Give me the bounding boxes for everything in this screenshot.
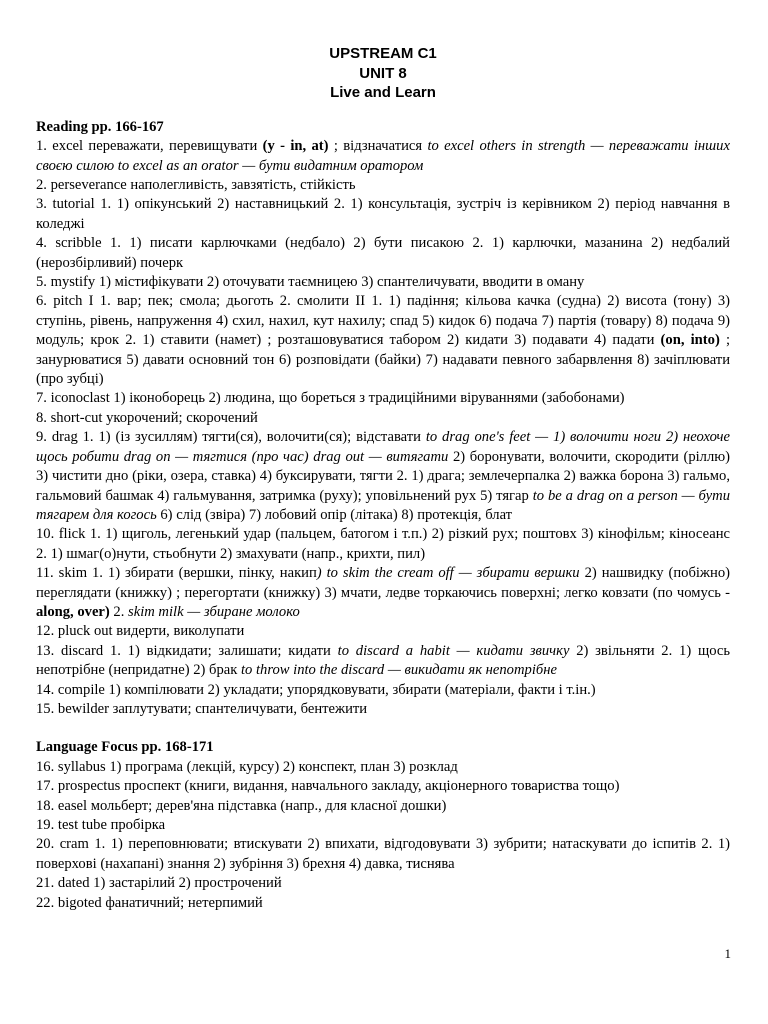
entry-example-text: skim milk — збиране молоко	[128, 603, 300, 620]
entry-text: 9. drag 1. 1) (із зусиллям) тягти(ся), волочити(ся); відставати	[36, 429, 426, 446]
glossary-entry	[36, 137, 730, 176]
entry-example-text: ) to skim the cream off — збирати вершки	[316, 565, 580, 582]
entry-text: 7. iconoclast 1) іконоборець 2) людина, що бореться з традиційними віруваннями (забобонами)	[36, 390, 625, 407]
course-title: UPSTREAM C1	[329, 45, 437, 62]
glossary-entry	[36, 894, 730, 913]
glossary-entry	[36, 816, 730, 835]
entry-bold-text: (on, into)	[660, 332, 720, 349]
entry-text: 4. scribble 1. 1) писати карлючками (недбало) 2) бути писакою 2. 1) карлючки, мазанина 2) недбалий (нерозбірливий) почерк	[36, 235, 730, 271]
glossary-entry	[36, 292, 730, 389]
glossary-entry	[36, 234, 730, 273]
entry-text: 21. dated 1) застарілий 2) прострочений	[36, 875, 282, 892]
entry-text: 3. tutorial 1. 1) опікунський 2) наставницький 2. 1) консультація, зустріч із керівником 2) період навчання в коледжі	[36, 196, 730, 232]
entry-text: 8. short-cut укорочений; скорочений	[36, 409, 258, 426]
glossary-entry	[36, 195, 730, 234]
entry-text: 17. prospectus проспект (книги, видання, навчального закладу, акціонерного товариства тощо)	[36, 778, 620, 795]
entry-text: 2.	[109, 603, 129, 620]
entry-text: ; занурюватися 5) давати основний тон 6) розповідати (байки) 7) надавати певного забарвлення 8) зачіплювати (про зубці)	[36, 332, 731, 388]
glossary-entry	[36, 273, 730, 292]
section-spacer	[36, 719, 730, 738]
entry-text: 15. bewilder заплутувати; спантеличувати, бентежити	[36, 700, 368, 717]
entry-text: 19. test tube пробірка	[36, 817, 166, 833]
glossary-entry	[36, 176, 730, 195]
entry-text: 2. perseverance наполегливість, завзятість, стійкість	[36, 177, 356, 193]
glossary-entry	[36, 428, 730, 525]
section-title-language-focus: Language Focus pp. 168-171	[36, 739, 214, 756]
entry-example-text: to be a drag on a person — бути тягарем для когось	[36, 487, 730, 523]
glossary-entry	[36, 564, 730, 622]
entry-text: 11. skim 1. 1) збирати (вершки, пінку, накип	[36, 565, 317, 582]
section-title-reading: Reading pp. 166-167	[36, 118, 164, 135]
glossary-entry	[36, 835, 730, 874]
reading-entries	[36, 137, 730, 719]
glossary-entry	[36, 700, 730, 719]
entry-text: 6) слід (звіра) 7) лобовий опір (літака) 8) протекція, блат	[156, 506, 513, 523]
entry-text: 5. mystify 1) містифікувати 2) оточувати таємницею 3) спантеличувати, вводити в оману	[36, 274, 585, 291]
entry-text: 12. pluck out видерти, виколупати	[36, 623, 245, 640]
document-page	[36, 44, 730, 913]
entry-text: 18. easel мольберт; дерев'яна підставка (напр., для класної дошки)	[36, 797, 447, 814]
glossary-entry	[36, 797, 730, 816]
entry-text: 22. bigoted фанатичний; нетерпимий	[36, 894, 263, 911]
unit-subtitle: Live and Learn	[330, 84, 436, 102]
entry-text: 13. discard 1. 1) відкидати; залишати; кидати	[36, 642, 338, 659]
glossary-entry	[36, 681, 730, 700]
unit-title: UNIT 8	[359, 64, 407, 82]
entry-example-text: to excel others in strength — переважати інших своєю силою to excel as an orator — бути видатним оратором	[36, 138, 730, 174]
entry-text: 20. cram 1. 1) переповнювати; втискувати 2) впихати, відгодовувати 3) зубрити; натаскувати до іспитів 2. 1) поверхові (нахапані) знання 2) зубріння 3) брехня 4) давка, тиснява	[36, 836, 730, 872]
glossary-entry	[36, 642, 730, 681]
entry-text: 2) звільняти 2. 1) щось непотрібне (непридатне) 2) брак	[36, 642, 731, 679]
entry-example-text: to drag one's feet — 1) волочити ноги 2) неохоче щось робити drag on — тягтися (про час) drag out — витягати	[36, 429, 730, 465]
entry-text: 1. excel переважати, перевищувати	[36, 138, 263, 155]
glossary-entry	[36, 874, 730, 893]
document-header	[36, 44, 730, 103]
glossary-entry	[36, 389, 730, 408]
page-number: 1	[724, 946, 731, 961]
entry-text: 6. pitch I 1. вар; пек; смола; дьоготь 2. смолити II 1. 1) падіння; кільова качка (судна) 2) висота (тону) 3) ступінь, рівень, напруження 4) схил, нахил, кут нахилу; спад 5) кидок 6) подача 7) партія (товару) 8) подача 9) модуль; крок 2. 1) ставити (намет) ; розташовуватися табором 2) кидати 3) подавати 4) падати	[36, 293, 730, 349]
entry-bold-text: (у - in, at)	[262, 138, 329, 155]
entry-text: 16. syllabus 1) програма (лекцій, курсу) 2) конспект, план 3) розклад	[36, 758, 458, 775]
entry-example-text: to throw into the discard — викидати як непотрібне	[240, 662, 557, 679]
entry-text: 10. flick 1. 1) щиголь, легенький удар (пальцем, батогом і т.п.) 2) різкий рух; поштовх 3) кінофільм; кіносеанс 2. 1) шмаг(о)нути, стьобнути 2) змахувати (напр., крихти, пил)	[36, 526, 730, 562]
glossary-entry	[36, 409, 730, 428]
glossary-entry	[36, 622, 730, 641]
entry-text: 2) боронувати, волочити, скородити (ріллю) 3) чистити дно (ріки, озера, ставка) 4) буксирувати, тягти 2. 1) драга; землечерпалка 2) важка борона 3) гальмо, гальмовий башмак 4) гальмування, затримка (руху); уповільнений рух 5) тягар	[36, 448, 730, 504]
entry-text: 2) нашвидку (побіжно) переглядати (книжку) ; перегортати (книжку) 3) мчати, ледве торкаючись поверхні; легко ковзати (по чомусь -	[36, 565, 730, 601]
entry-text: 14. compile 1) компілювати 2) укладати; упорядковувати, збирати (матеріали, факти і т.ін.)	[36, 681, 596, 698]
glossary-entry	[36, 777, 730, 796]
glossary-entry	[36, 525, 730, 564]
language-focus-entries	[36, 758, 730, 913]
entry-text: ; відзначатися	[328, 138, 428, 155]
glossary-entry	[36, 758, 730, 777]
entry-bold-text: along, over)	[36, 603, 110, 620]
entry-example-text: to discard a habit — кидати звичку	[337, 642, 570, 659]
